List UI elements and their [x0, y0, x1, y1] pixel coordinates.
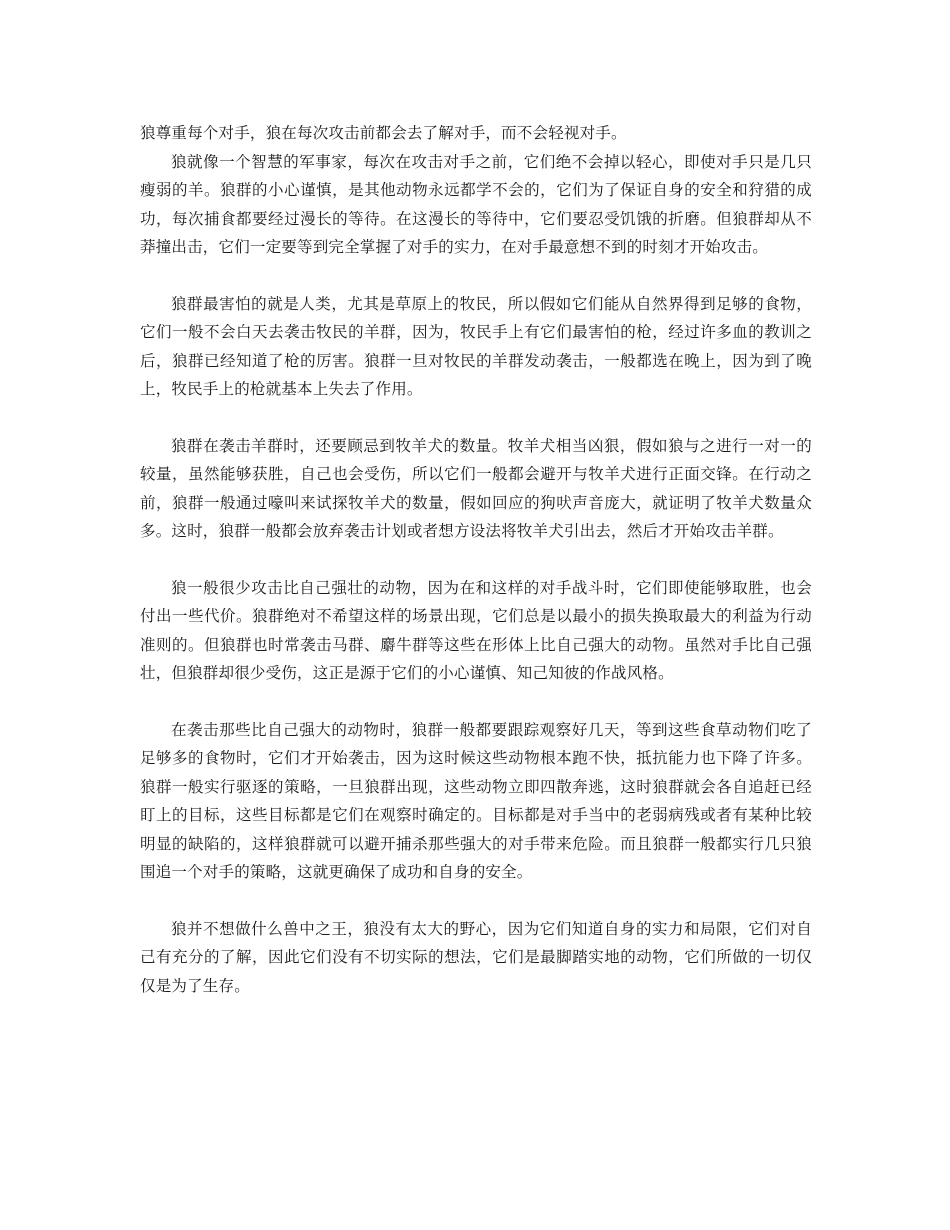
paragraph-2: 狼就像一个智慧的军事家，每次在攻击对手之前，它们绝不会掉以轻心，即使对手只是几只瘦弱的羊。狼群的小心谨慎，是其他动物永远都学不会的，它们为了保证自身的安全和狩猎的成功，每次捕食都要经过漫长的等待。在这漫长的等待中，它们要忍受饥饿的折磨。但狼群却从不莽撞出击，它们一定要等到完全掌握了对手的实力，在对手最意想不到的时刻才开始攻击。: [140, 152, 812, 256]
paragraph-6: 在袭击那些比自己强大的动物时，狼群一般都要跟踪观察好几天，等到这些食草动物们吃了足够多的食物时，它们才开始袭击，因为这时候这些动物根本跑不快，抵抗能力也下降了许多。狼群一般实行驱逐的策略，一旦狼群出现，这些动物立即四散奔逃，这时狼群就会各自追赶已经盯上的目标，这些目标都是它们在观察时确定的。目标都是对手当中的老弱病残或者有某种比较明显的缺陷的，这样狼群就可以避开捕杀那些强大的对手带来危险。而且狼群一般都实行几只狼围追一个对手的策略，这就更确保了成功和自身的安全。: [140, 720, 812, 881]
paragraph-5: 狼一般很少攻击比自己强壮的动物，因为在和这样的对手战斗时，它们即使能够取胜，也会付出一些代价。狼群绝对不希望这样的场景出现，它们总是以最小的损失换取最大的利益为行动准则的。但狼群也时常袭击马群、麝牛群等这些在形体上比自己强大的动物。虽然对手比自己强壮，但狼群却很少受伤，这正是源于它们的小心谨慎、知己知彼的作战风格。: [140, 578, 812, 682]
paragraph-1: 狼尊重每个对手，狼在每次攻击前都会去了解对手，而不会轻视对手。: [140, 124, 627, 142]
paragraph-3: 狼群最害怕的就是人类，尤其是草原上的牧民，所以假如它们能从自然界得到足够的食物，它们一般不会白天去袭击牧民的羊群，因为，牧民手上有它们最害怕的枪，经过许多血的教训之后，狼群已经知道了枪的厉害。狼群一旦对牧民的羊群发动袭击，一般都选在晚上，因为到了晚上，牧民手上的枪就基本上失去了作用。: [140, 294, 812, 398]
paragraph-4: 狼群在袭击羊群时，还要顾忌到牧羊犬的数量。牧羊犬相当凶狠，假如狼与之进行一对一的较量，虽然能够获胜，自己也会受伤，所以它们一般都会避开与牧羊犬进行正面交锋。在行动之前，狼群一般通过嚎叫来试探牧羊犬的数量，假如回应的狗吠声音庞大，就证明了牧羊犬数量众多。这时，狼群一般都会放弃袭击计划或者想方设法将牧羊犬引出去，然后才开始攻击羊群。: [140, 436, 812, 540]
paragraph-7: 狼并不想做什么兽中之王，狼没有太大的野心，因为它们知道自身的实力和局限，它们对自己有充分的了解，因此它们没有不切实际的想法，它们是最脚踏实地的动物，它们所做的一切仅仅是为了生存。: [140, 919, 812, 995]
document-body: [140, 119, 812, 1000]
